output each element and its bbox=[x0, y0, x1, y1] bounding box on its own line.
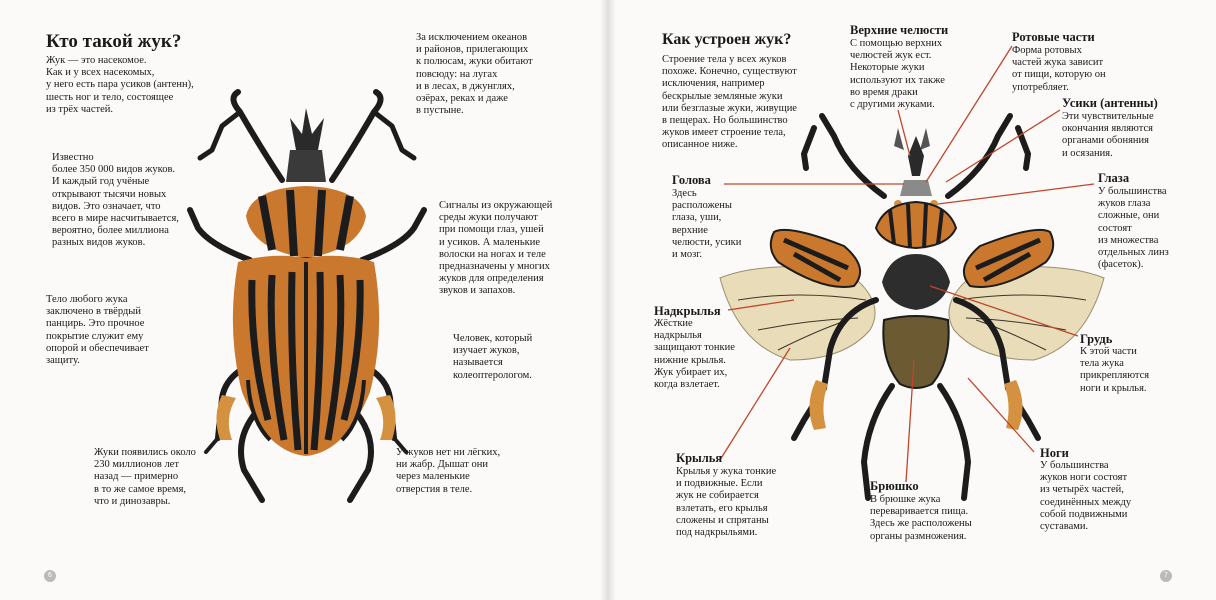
book-gutter bbox=[600, 0, 616, 600]
label-wings: Крылья bbox=[676, 451, 723, 465]
right-page-number: 7 bbox=[1160, 570, 1172, 582]
text-mouth: Форма ротовых частей жука зависит от пищи, которую он употребляет. bbox=[1012, 45, 1106, 93]
right-page bbox=[608, 0, 1216, 600]
text-wings: Крылья у жука тонкие и подвижные. Если жук не собирается взлетать, его крылья сложены и спрятаны под надкрыльями. bbox=[676, 466, 777, 539]
text-head: Здесь расположены глаза, уши, верхние челюсти, усики и мозг. bbox=[672, 188, 742, 261]
senses-text: Сигналы из окружающей среды жуки получают при помощи глаз, ушей и усиков. А маленькие волоски на ногах и теле предназначены у многих жуков для определения звуков и запахов. bbox=[439, 200, 553, 297]
label-antennae: Усики (антенны) bbox=[1062, 96, 1158, 110]
right-intro-text: Строение тела у всех жуков похоже. Конечно, существуют исключения, например бескрылые земляные жуки или безглазые жуки, живущие в пещерах. Но большинство жуков имеет строение тела, описанное ниже. bbox=[662, 54, 797, 151]
label-head: Голова bbox=[672, 173, 711, 187]
label-legs: Ноги bbox=[1040, 446, 1069, 460]
armor-text: Тело любого жука заключено в твёрдый панцирь. Это прочное покрытие служит ему опорой и обеспечивает защиту. bbox=[46, 294, 149, 367]
breathing-text: У жуков нет ни лёгких, ни жабр. Дышат они через маленькие отверстия в теле. bbox=[396, 447, 501, 495]
intro-text: Жук — это насекомое. Как и у всех насекомых, у него есть пара усиков (антенн), шесть ног и тело, состоящее из трёх частей. bbox=[46, 55, 194, 115]
label-abdomen: Брюшко bbox=[870, 479, 919, 493]
text-elytra: Жёсткие надкрылья защищают тонкие нижние крылья. Жук убирает их, когда взлетает. bbox=[654, 318, 735, 391]
history-text: Жуки появились около 230 миллионов лет назад — примерно в то же самое время, что и динозавры. bbox=[94, 447, 196, 507]
text-legs: У большинства жуков ноги состоят из четырёх частей, соединённых между собой подвижными суставами. bbox=[1040, 460, 1132, 533]
label-eyes: Глаза bbox=[1098, 171, 1130, 185]
coleopterologist-text: Человек, который изучает жуков, называется колеоптерологом. bbox=[453, 333, 533, 381]
label-mouth: Ротовые части bbox=[1012, 30, 1095, 44]
text-abdomen: В брюшке жука переваривается пища. Здесь же расположены органы размножения. bbox=[870, 494, 972, 542]
left-page-number: 6 bbox=[44, 570, 56, 582]
label-elytra: Надкрылья bbox=[654, 304, 721, 318]
text-antennae: Эти чувствительные окончания являются органами обоняния и осязания. bbox=[1062, 111, 1154, 159]
text-eyes: У большинства жуков глаза сложные, они состоят из множества отдельных линз (фасеток). bbox=[1098, 186, 1169, 271]
left-page-title: Кто такой жук? bbox=[46, 31, 182, 52]
label-jaws: Верхние челюсти bbox=[850, 23, 949, 37]
text-thorax: К этой части тела жука прикрепляются ноги и крылья. bbox=[1080, 346, 1150, 394]
species-text: Известно более 350 000 видов жуков. И каждый год учёные открывают тысячи новых видов. Это означает, что всего в мире насчитывается, вероятно, более миллиона разных видов жуков. bbox=[52, 152, 179, 249]
right-page-title: Как устроен жук? bbox=[662, 31, 792, 48]
habitat-text: За исключением океанов и районов, прилегающих к полюсам, жуки обитают повсюду: на лугах и в лесах, в джунглях, озёрах, реках и даже в пустыне. bbox=[416, 32, 533, 117]
text-jaws: С помощью верхних челюстей жук ест. Некоторые жуки используют их также во время драки с другими жуками. bbox=[850, 38, 945, 111]
label-thorax: Грудь bbox=[1080, 332, 1113, 346]
